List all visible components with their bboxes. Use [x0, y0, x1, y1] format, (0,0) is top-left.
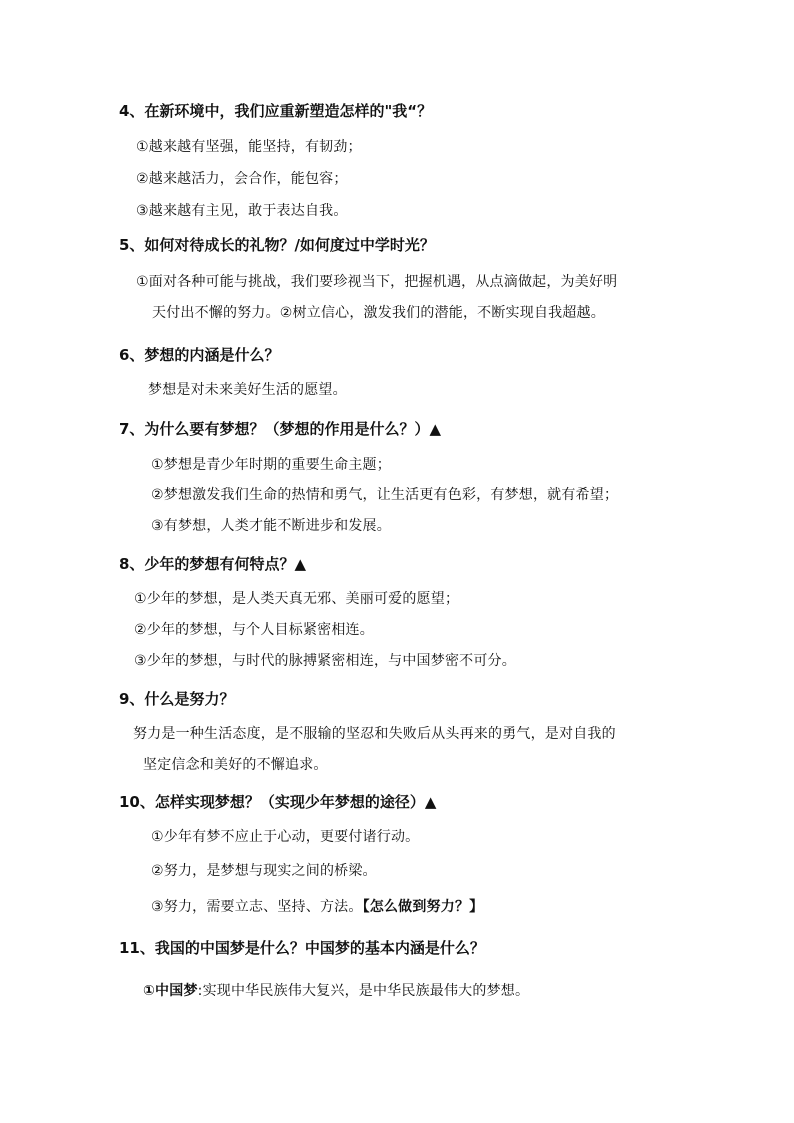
answer-line: ①少年的梦想，是人类天真无邪、美丽可爱的愿望； [134, 591, 460, 607]
answer-line: 梦想是对未来美好生活的愿望。 [148, 382, 347, 398]
question-4-title: 4、在新环境中，我们应重新塑造怎样的"我“？ [119, 102, 433, 120]
question-10-title: 10、怎样实现梦想？（实现少年梦想的途径）▲ [119, 793, 437, 811]
answer-line: ②努力，是梦想与现实之间的桥梁。 [151, 863, 377, 879]
answer-line: ①梦想是青少年时期的重要生命主题； [151, 457, 391, 473]
answer-line: 天付出不懈的努力。②树立信心，激发我们的潜能，不断实现自我超越。 [152, 305, 605, 321]
answer-line: ①越来越有坚强，能坚持，有韧劲； [136, 139, 362, 155]
question-7-title: 7、为什么要有梦想？（梦想的作用是什么？）▲ [119, 420, 441, 438]
question-6-title: 6、梦想的内涵是什么？ [119, 346, 280, 364]
answer-line: ②越来越活力，会合作，能包容； [136, 171, 348, 187]
answer-line: ③越来越有主见，敢于表达自我。 [136, 203, 348, 219]
question-5-title: 5、如何对待成长的礼物？/如何度过中学时光？ [119, 236, 435, 254]
answer-line: ①少年有梦不应止于心动，更要付诸行动。 [151, 829, 420, 845]
answer-line: 坚定信念和美好的不懈追求。 [143, 757, 328, 773]
answer-line: ②梦想激发我们生命的热情和勇气，让生活更有色彩，有梦想，就有希望； [151, 487, 619, 503]
answer-line: ①面对各种可能与挑战，我们要珍视当下，把握机遇，从点滴做起，为美好明 [136, 274, 618, 290]
emphasis-text: ①中国梦 [143, 983, 198, 999]
question-8-title: 8、少年的梦想有何特点？▲ [119, 555, 306, 573]
question-9-title: 9、什么是努力？ [119, 690, 235, 708]
answer-line: ③少年的梦想，与时代的脉搏紧密相连，与中国梦密不可分。 [134, 653, 516, 669]
answer-line: 努力是一种生活态度，是不服输的坚忍和失败后从头再来的勇气，是对自我的 [133, 726, 616, 742]
answer-line: ③有梦想，人类才能不断进步和发展。 [151, 518, 391, 534]
answer-line [143, 984, 529, 998]
emphasis-text: 【怎么做到努力？】 [362, 899, 484, 915]
answer-line [151, 900, 483, 914]
answer-text: :实现中华民族伟大复兴，是中华民族最伟大的梦想。 [197, 983, 530, 999]
answer-text: ③努力，需要立志、坚持、方法。 [151, 899, 363, 915]
answer-line: ②少年的梦想，与个人目标紧密相连。 [134, 622, 374, 638]
question-11-title: 11、我国的中国梦是什么？中国梦的基本内涵是什么？ [119, 939, 485, 957]
